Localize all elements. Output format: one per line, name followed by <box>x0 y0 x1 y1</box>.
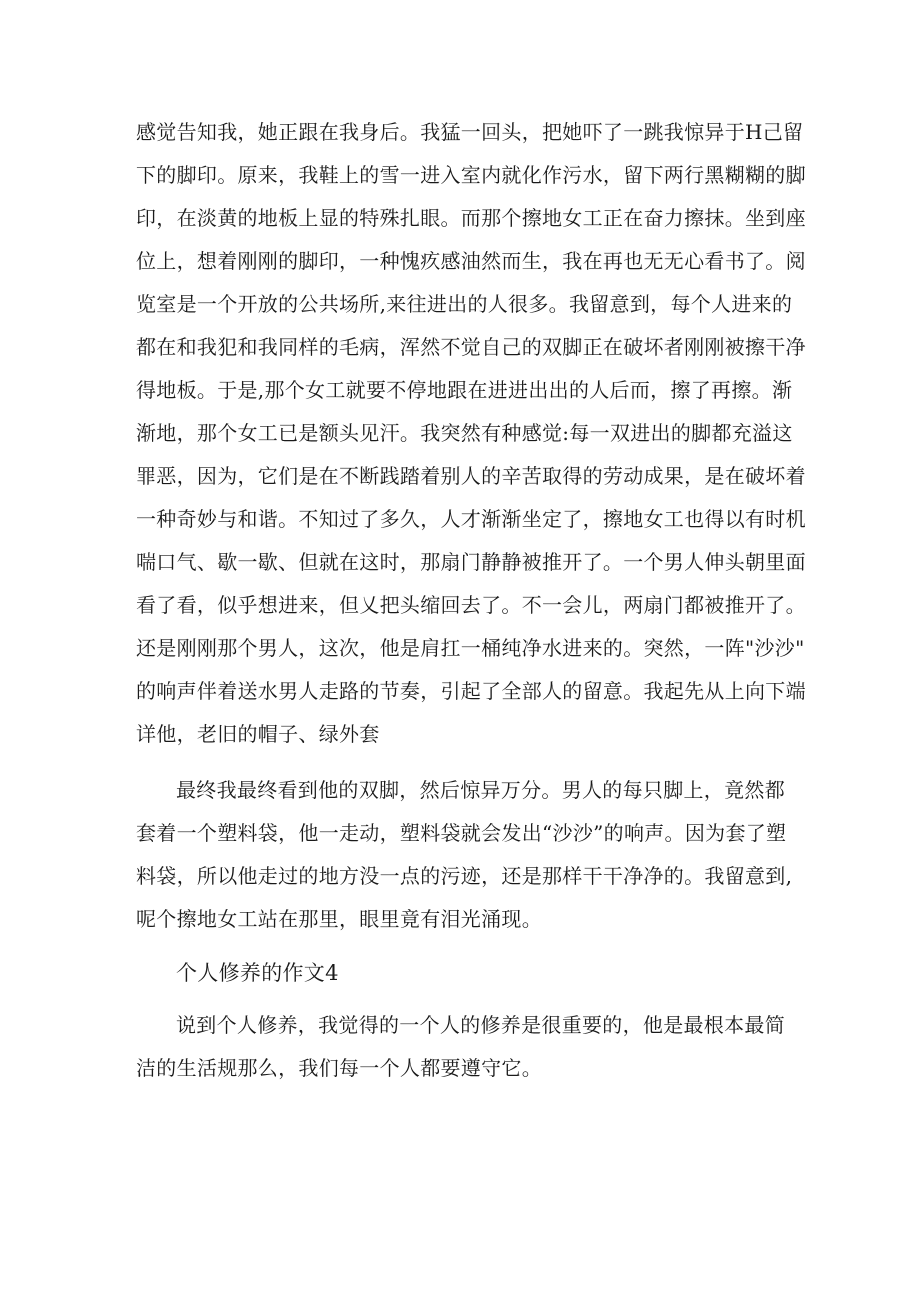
paragraph-2-line: 料袋，所以他走过的地方没一点的污迹，还是那样干干净净的。我留意到, <box>136 864 793 888</box>
paragraph-1-line: 得地板。于是,那个女工就要不停地跟在进进出出的人后而，擦了再擦。渐 <box>136 378 793 402</box>
paragraph-2-line: 最终我最终看到他的双脚，然后惊异万分。男人的每只脚上，竟然都 <box>176 778 785 802</box>
paragraph-1-line: 位上，想着刚刚的脚印，一种愧疚感油然而生，我在再也无无心看书了。阅 <box>136 249 806 273</box>
paragraph-1-line: 览室是一个开放的公共场所,来往进出的人很多。我留意到，每个人进来的 <box>136 292 793 316</box>
paragraph-1-line: 的响声伴着送水男人走路的节奏，引起了全部人的留意。我起先从上向下端 <box>136 679 806 703</box>
paragraph-3-line: 说到个人修养，我觉得的一个人的修养是很重要的，他是最根本最简 <box>176 1013 785 1037</box>
paragraph-2-line: 呢个擦地女工站在那里，眼里竟有泪光涌现。 <box>136 907 542 931</box>
paragraph-1-line: 一种奇妙与和谐。不知过了多久，人才渐渐坐定了，擦地女工也得以有时机 <box>136 507 806 531</box>
paragraph-1-line: 都在和我犯和我同样的毛病，浑然不觉自己的双脚正在破坏者刚刚被擦干净 <box>136 335 806 359</box>
section-heading: 个人修养的作文4 <box>176 961 339 985</box>
paragraph-1-line: 下的脚印。原来，我鞋上的雪一进入室内就化作污水，留下两行黑糊糊的脚 <box>136 163 806 187</box>
paragraph-1-line: 印，在淡黄的地板上显的特殊扎眼。而那个擦地女工正在奋力擦抹。坐到座 <box>136 206 806 230</box>
paragraph-1-line: 还是刚刚那个男人，这次，他是肩扛一桶纯净水进来的。突然，一阵"沙沙" <box>136 636 805 660</box>
paragraph-3-line: 洁的生活规那么，我们每一个人都要遵守它。 <box>136 1056 542 1080</box>
paragraph-1-line: 详他，老旧的帽子、绿外套 <box>136 722 380 746</box>
paragraph-1-line: 看了看，似乎想进来，但乂把头缩回去了。不一会儿，两扇门都被推开了。 <box>136 593 806 617</box>
paragraph-1-line: 渐地，那个女工已是额头见汗。我突然有种感觉:每一双进出的脚都充溢这 <box>136 421 793 445</box>
paragraph-1-line: 感觉告知我，她正跟在我身后。我猛一回头，把她吓了一跳我惊异于H己留 <box>136 120 804 144</box>
paragraph-2-line: 套着一个塑料袋，他一走动，塑料袋就会发出“沙沙”的响声。因为套了塑 <box>136 821 787 845</box>
paragraph-1-line: 喘口气、歇一歇、但就在这时，那扇门静静被推开了。一个男人伸头朝里面 <box>136 550 806 574</box>
paragraph-1-line: 罪恶，因为，它们是在不断践踏着别人的辛苦取得的劳动成果，是在破坏着 <box>136 464 806 488</box>
